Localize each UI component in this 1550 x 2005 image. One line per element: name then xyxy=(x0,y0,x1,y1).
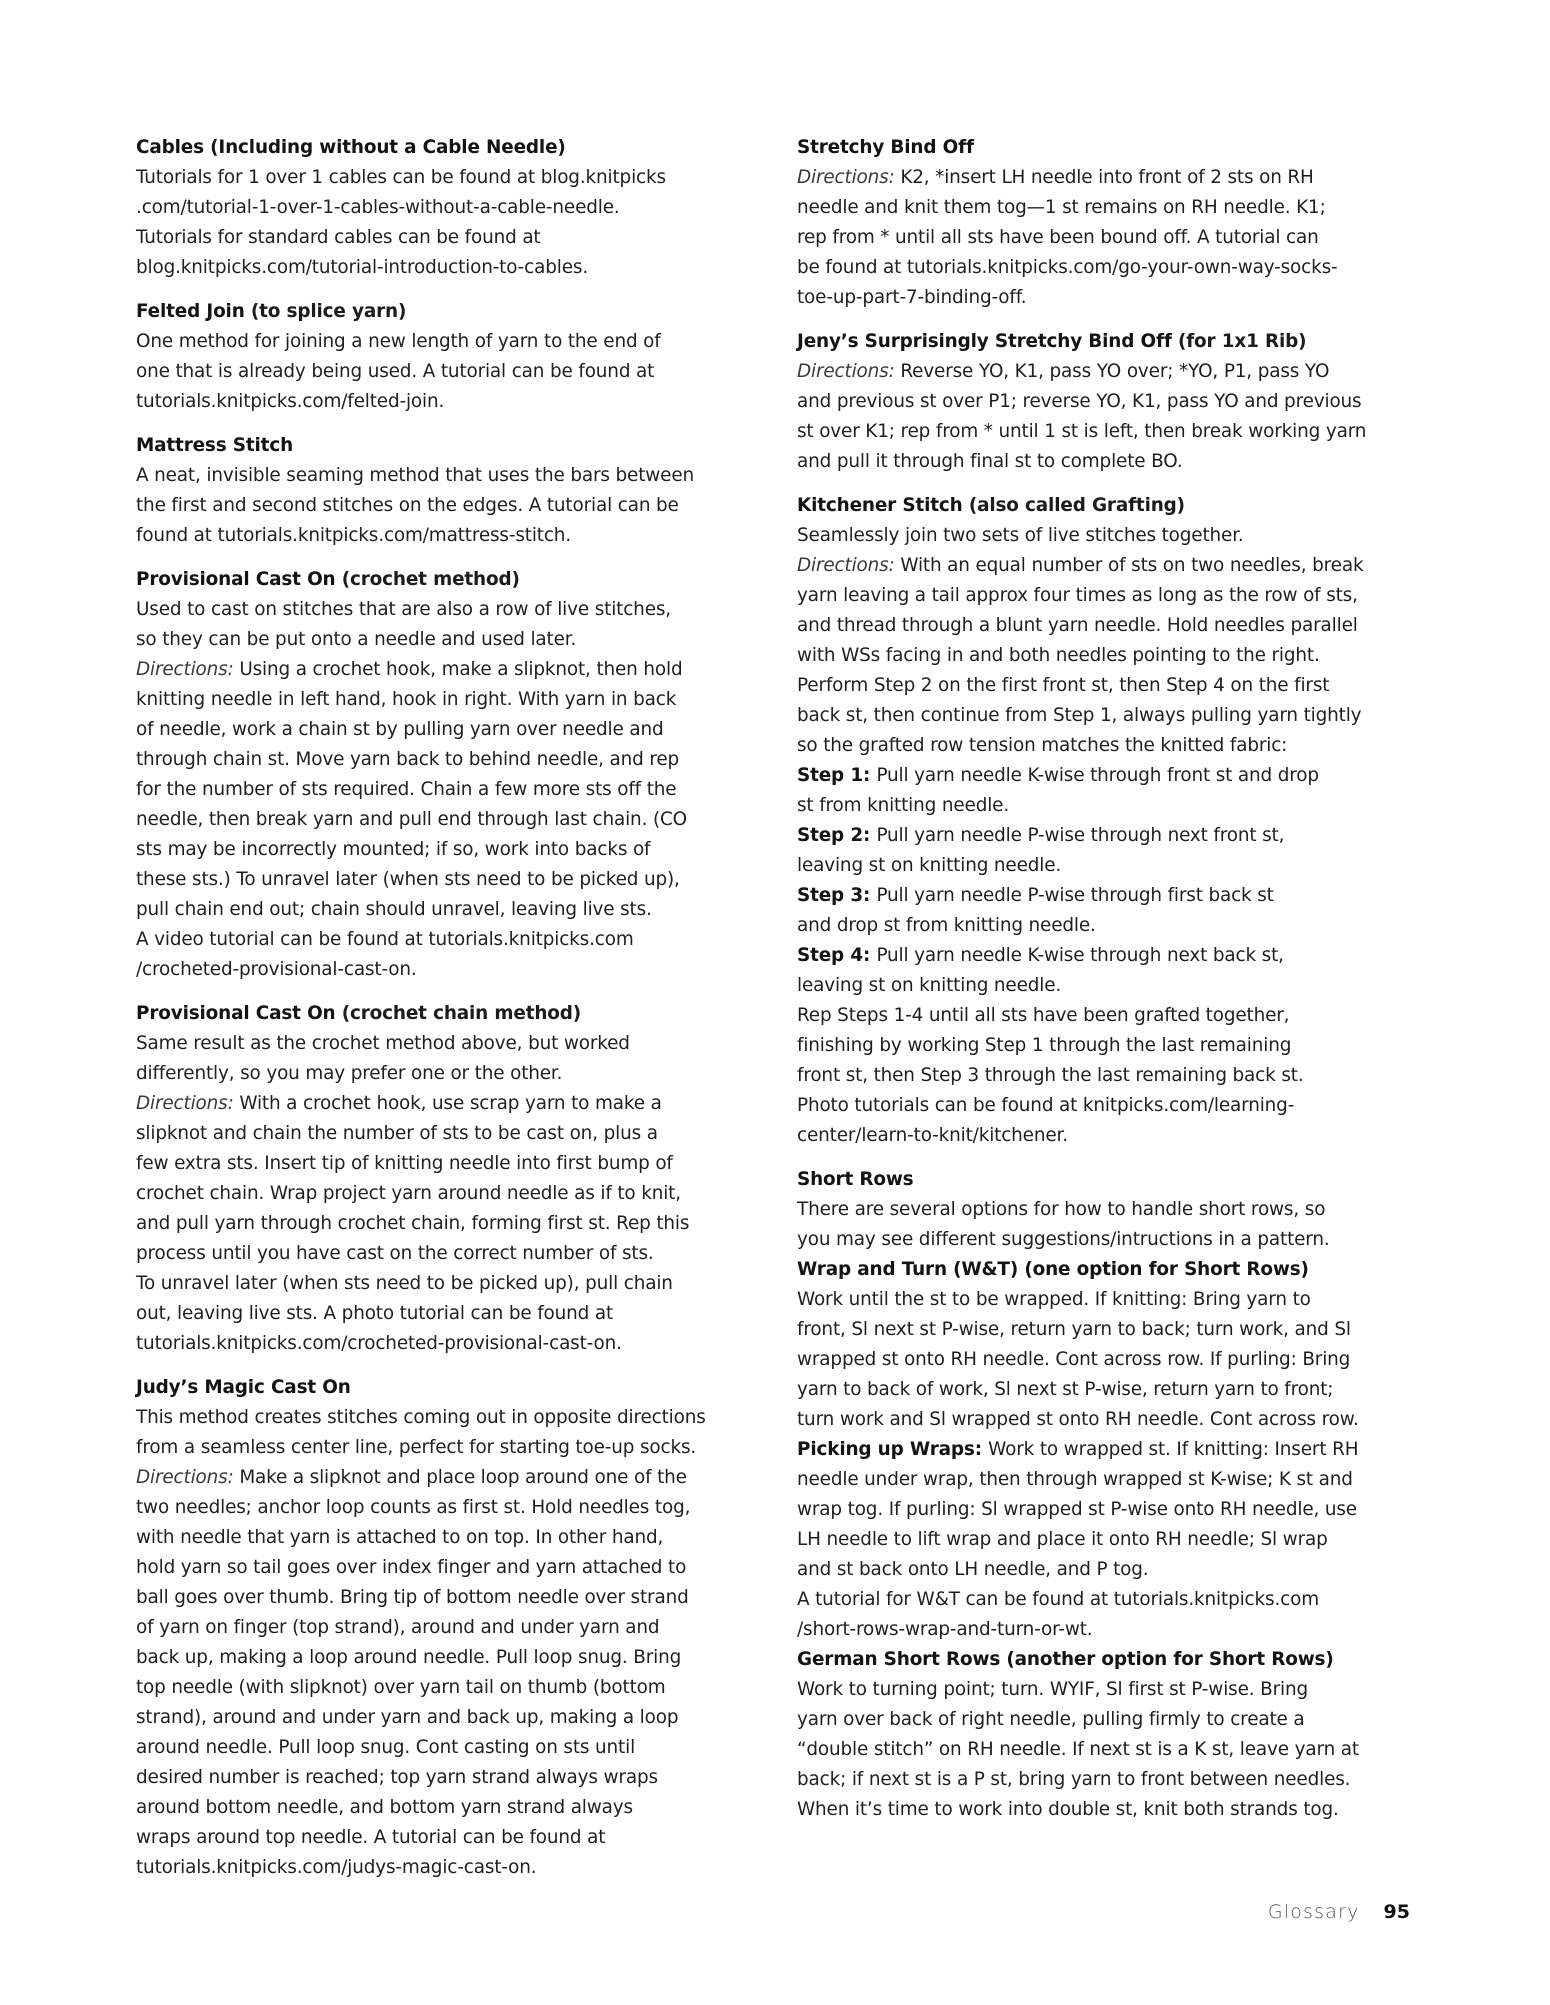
entry-text-line xyxy=(797,1795,1417,1825)
bold-term: Mattress Stitch xyxy=(136,435,294,456)
glossary-entry-judys-magic-cast-on xyxy=(136,1373,756,1883)
body-text: /short-rows-wrap-and-turn-or-wt. xyxy=(797,1619,1093,1640)
entry-text-line xyxy=(797,641,1417,671)
entry-text-line xyxy=(797,581,1417,611)
glossary-entry-mattress-stitch xyxy=(136,431,756,551)
glossary-entry-felted-join xyxy=(136,297,756,417)
entry-text-line xyxy=(797,357,1417,387)
entry-text-line xyxy=(136,461,756,491)
entry-text-line xyxy=(797,1031,1417,1061)
body-text: sts may be incorrectly mounted; if so, work into backs of xyxy=(136,839,651,860)
entry-text-line xyxy=(136,193,756,223)
page-number: 95 xyxy=(1383,1901,1410,1923)
entry-text-line xyxy=(797,731,1417,761)
entry-heading xyxy=(797,133,1417,163)
entry-text-line xyxy=(136,1059,756,1089)
entry-text-line xyxy=(136,1823,756,1853)
body-text: /crocheted-provisional-cast-on. xyxy=(136,959,417,980)
term-qualifier: (crochet chain method) xyxy=(341,1003,582,1024)
glossary-column-right xyxy=(797,133,1417,1839)
body-text: desired number is reached; top yarn strand always wraps xyxy=(136,1767,658,1788)
bold-term: Cables (Including without a Cable Needle) xyxy=(136,137,566,158)
entry-text-line xyxy=(136,1673,756,1703)
glossary-entry-jenys-bind-off xyxy=(797,327,1417,477)
body-text: With an equal number of sts on two needles, break xyxy=(900,555,1364,576)
bold-term: Step 1: xyxy=(797,765,877,786)
body-text: “double stitch” on RH needle. If next st is a K st, leave yarn at xyxy=(797,1739,1359,1760)
bold-term: Short Rows xyxy=(797,1169,914,1190)
entry-text-line xyxy=(136,1793,756,1823)
entry-text-line xyxy=(136,1269,756,1299)
entry-text-line xyxy=(797,193,1417,223)
body-text: around needle. Pull loop snug. Cont casting on sts until xyxy=(136,1737,636,1758)
body-text: and pull it through final st to complete BO. xyxy=(797,451,1183,472)
bold-term: Wrap and Turn (W&T) (one option for Short Rows) xyxy=(797,1259,1309,1280)
entry-text-line xyxy=(797,881,1417,911)
entry-text-line xyxy=(136,1523,756,1553)
entry-text-line xyxy=(797,1735,1417,1765)
body-text: the first and second stitches on the edges. A tutorial can be xyxy=(136,495,679,516)
entry-text-line xyxy=(797,971,1417,1001)
body-text: Same result as the crochet method above, but worked xyxy=(136,1033,630,1054)
body-text: center/learn-to-knit/kitchener. xyxy=(797,1125,1068,1146)
body-text: With a crochet hook, use scrap yarn to make a xyxy=(239,1093,662,1114)
entry-text-line xyxy=(136,327,756,357)
glossary-entry-short-rows xyxy=(797,1165,1417,1825)
entry-text-line xyxy=(797,1765,1417,1795)
entry-text-line xyxy=(797,1405,1417,1435)
body-text: and previous st over P1; reverse YO, K1, pass YO and previous xyxy=(797,391,1362,412)
entry-text-line xyxy=(797,1225,1417,1255)
body-text: To unravel later (when sts need to be picked up), pull chain xyxy=(136,1273,673,1294)
body-text: differently, so you may prefer one or the other. xyxy=(136,1063,563,1084)
body-text: crochet chain. Wrap project yarn around needle as if to knit, xyxy=(136,1183,681,1204)
body-text: with WSs facing in and both needles pointing to the right. xyxy=(797,645,1320,666)
entry-text-line xyxy=(136,1119,756,1149)
entry-text-line xyxy=(797,701,1417,731)
directions-label: Directions: xyxy=(797,361,901,382)
entry-text-line xyxy=(136,715,756,745)
entry-text-line xyxy=(797,1495,1417,1525)
entry-text-line xyxy=(136,1029,756,1059)
body-text: two needles; anchor loop counts as first st. Hold needles tog, xyxy=(136,1497,691,1518)
directions-label: Directions: xyxy=(136,1467,240,1488)
body-text: process until you have cast on the correct number of sts. xyxy=(136,1243,654,1264)
body-text: one that is already being used. A tutorial can be found at xyxy=(136,361,655,382)
entry-text-line xyxy=(136,1763,756,1793)
body-text: wraps around top needle. A tutorial can be found at xyxy=(136,1827,606,1848)
body-text: K2, *insert LH needle into front of 2 sts on RH xyxy=(900,167,1314,188)
body-text: blog.knitpicks.com/tutorial-introduction-to-cables. xyxy=(136,257,589,278)
entry-heading xyxy=(136,431,756,461)
body-text: tutorials.knitpicks.com/judys-magic-cast-on. xyxy=(136,1857,537,1878)
entry-text-line xyxy=(797,1465,1417,1495)
entry-text-line xyxy=(797,253,1417,283)
entry-text-line xyxy=(136,357,756,387)
body-text: front st, then Step 3 through the last remaining back st. xyxy=(797,1065,1304,1086)
body-text: Work until the st to be wrapped. If knitting: Bring yarn to xyxy=(797,1289,1311,1310)
body-text: hold yarn so tail goes over index finger and yarn attached to xyxy=(136,1557,687,1578)
entry-text-line xyxy=(797,851,1417,881)
body-text: tutorials.knitpicks.com/crocheted-provisional-cast-on. xyxy=(136,1333,622,1354)
entry-text-line xyxy=(797,283,1417,313)
entry-text-line xyxy=(136,1463,756,1493)
body-text: A tutorial for W&T can be found at tutorials.knitpicks.com xyxy=(797,1589,1319,1610)
footer-section-title: Glossary xyxy=(1267,1901,1360,1923)
term-qualifier: (crochet method) xyxy=(341,569,520,590)
bold-term: Step 3: xyxy=(797,885,877,906)
entry-text-line xyxy=(797,163,1417,193)
body-text: ball goes over thumb. Bring tip of bottom needle over strand xyxy=(136,1587,689,1608)
body-text: yarn to back of work, Sl next st P-wise, return yarn to front; xyxy=(797,1379,1334,1400)
directions-label: Directions: xyxy=(797,555,901,576)
body-text: and thread through a blunt yarn needle. Hold needles parallel xyxy=(797,615,1358,636)
entry-heading xyxy=(797,1165,1417,1195)
entry-text-line xyxy=(136,1403,756,1433)
entry-text-line xyxy=(136,223,756,253)
bold-term: Judy’s Magic Cast On xyxy=(136,1377,351,1398)
entry-text-line xyxy=(797,761,1417,791)
entry-text-line xyxy=(797,1705,1417,1735)
entry-text-line xyxy=(136,1493,756,1523)
body-text: out, leaving live sts. A photo tutorial can be found at xyxy=(136,1303,614,1324)
entry-text-line xyxy=(136,775,756,805)
entry-text-line xyxy=(797,1091,1417,1121)
entry-text-line xyxy=(797,387,1417,417)
term-qualifier: (to splice yarn) xyxy=(250,301,407,322)
entry-text-line xyxy=(797,1061,1417,1091)
body-text: through chain st. Move yarn back to behind needle, and rep xyxy=(136,749,680,770)
body-text: these sts.) To unravel later (when sts need to be picked up), xyxy=(136,869,680,890)
body-text: rep from * until all sts have been bound off. A tutorial can xyxy=(797,227,1319,248)
body-text: so the grafted row tension matches the knitted fabric: xyxy=(797,735,1288,756)
entry-text-line xyxy=(797,1001,1417,1031)
body-text: back st, then continue from Step 1, always pulling yarn tightly xyxy=(797,705,1362,726)
entry-text-line xyxy=(797,1375,1417,1405)
bold-term: Jeny’s Surprisingly Stretchy Bind Off xyxy=(797,331,1178,352)
entry-text-line xyxy=(797,1555,1417,1585)
body-text: Make a slipknot and place loop around one of the xyxy=(239,1467,687,1488)
body-text: This method creates stitches coming out in opposite directions xyxy=(136,1407,706,1428)
body-text: and pull yarn through crochet chain, forming first st. Rep this xyxy=(136,1213,690,1234)
entry-text-line xyxy=(136,1583,756,1613)
entry-text-line xyxy=(136,1703,756,1733)
entry-text-line xyxy=(136,1643,756,1673)
body-text: leaving st on knitting needle. xyxy=(797,975,1062,996)
entry-text-line xyxy=(136,1733,756,1763)
body-text: needle, then break yarn and pull end through last chain. (CO xyxy=(136,809,687,830)
body-text: Rep Steps 1-4 until all sts have been grafted together, xyxy=(797,1005,1290,1026)
body-text: turn work and Sl wrapped st onto RH needle. Cont across row. xyxy=(797,1409,1359,1430)
bold-term: Provisional Cast On xyxy=(136,1003,342,1024)
body-text: Pull yarn needle P-wise through next front st, xyxy=(876,825,1285,846)
body-text: .com/tutorial-1-over-1-cables-without-a-cable-needle. xyxy=(136,197,620,218)
entry-text-line xyxy=(136,655,756,685)
body-text: A neat, invisible seaming method that uses the bars between xyxy=(136,465,695,486)
body-text: knitting needle in left hand, hook in right. With yarn in back xyxy=(136,689,677,710)
term-qualifier: (for 1x1 Rib) xyxy=(1177,331,1307,352)
glossary-entry-cables xyxy=(136,133,756,283)
glossary-entry-kitchener-stitch xyxy=(797,491,1417,1151)
body-text: Work to turning point; turn. WYIF, Sl first st P-wise. Bring xyxy=(797,1679,1309,1700)
entry-text-line xyxy=(797,1585,1417,1615)
body-text: slipknot and chain the number of sts to be cast on, plus a xyxy=(136,1123,658,1144)
body-text: needle and knit them tog—1 st remains on RH needle. K1; xyxy=(797,197,1326,218)
entry-text-line xyxy=(136,1853,756,1883)
entry-text-line xyxy=(136,163,756,193)
entry-heading xyxy=(136,1373,756,1403)
entry-text-line xyxy=(136,865,756,895)
glossary-entry-provisional-cast-on-crochet xyxy=(136,565,756,985)
body-text: you may see different suggestions/intructions in a pattern. xyxy=(797,1229,1330,1250)
body-text: back up, making a loop around needle. Pull loop snug. Bring xyxy=(136,1647,682,1668)
bold-term: Step 4: xyxy=(797,945,877,966)
body-text: back; if next st is a P st, bring yarn to front between needles. xyxy=(797,1769,1351,1790)
entry-text-line xyxy=(797,1615,1417,1645)
term-qualifier: (also called Grafting) xyxy=(968,495,1185,516)
entry-text-line xyxy=(136,1149,756,1179)
body-text: of yarn on finger (top strand), around and under yarn and xyxy=(136,1617,660,1638)
entry-text-line xyxy=(797,1675,1417,1705)
body-text: toe-up-part-7-binding-off. xyxy=(797,287,1027,308)
glossary-entry-provisional-cast-on-chain xyxy=(136,999,756,1359)
directions-label: Directions: xyxy=(797,167,901,188)
body-text: wrap tog. If purling: Sl wrapped st P-wise onto RH needle, use xyxy=(797,1499,1357,1520)
body-text: LH needle to lift wrap and place it onto RH needle; Sl wrap xyxy=(797,1529,1328,1550)
entry-text-line xyxy=(797,911,1417,941)
entry-text-line xyxy=(136,805,756,835)
entry-text-line xyxy=(136,625,756,655)
entry-text-line xyxy=(797,1345,1417,1375)
body-text: yarn leaving a tail approx four times as long as the row of sts, xyxy=(797,585,1358,606)
entry-text-line xyxy=(136,253,756,283)
glossary-column-left xyxy=(136,133,756,1897)
body-text: leaving st on knitting needle. xyxy=(797,855,1062,876)
entry-text-line xyxy=(136,387,756,417)
body-text: finishing by working Step 1 through the last remaining xyxy=(797,1035,1292,1056)
body-text: front, Sl next st P-wise, return yarn to back; turn work, and Sl xyxy=(797,1319,1351,1340)
glossary-entry-stretchy-bind-off xyxy=(797,133,1417,313)
body-text: Using a crochet hook, make a slipknot, then hold xyxy=(239,659,683,680)
body-text: with needle that yarn is attached to on top. In other hand, xyxy=(136,1527,664,1548)
entry-text-line xyxy=(797,611,1417,641)
body-text: Pull yarn needle P-wise through first back st xyxy=(876,885,1274,906)
entry-text-line xyxy=(797,941,1417,971)
entry-text-line xyxy=(136,1179,756,1209)
body-text: wrapped st onto RH needle. Cont across row. If purling: Bring xyxy=(797,1349,1351,1370)
body-text: found at tutorials.knitpicks.com/mattress-stitch. xyxy=(136,525,572,546)
body-text: and st back onto LH needle, and P tog. xyxy=(797,1559,1149,1580)
body-text: needle under wrap, then through wrapped st K-wise; K st and xyxy=(797,1469,1353,1490)
body-text: One method for joining a new length of yarn to the end of xyxy=(136,331,661,352)
entry-text-line xyxy=(136,1299,756,1329)
bold-term: Felted Join xyxy=(136,301,251,322)
entry-text-line xyxy=(797,1121,1417,1151)
entry-heading xyxy=(797,327,1417,357)
body-text: Perform Step 2 on the first front st, then Step 4 on the first xyxy=(797,675,1330,696)
entry-text-line xyxy=(797,417,1417,447)
bold-term: Stretchy Bind Off xyxy=(797,137,974,158)
body-text: Reverse YO, K1, pass YO over; *YO, P1, pass YO xyxy=(900,361,1330,382)
entry-text-line xyxy=(136,745,756,775)
bold-term: German Short Rows (another option for Short Rows) xyxy=(797,1649,1334,1670)
bold-term: Picking up Wraps: xyxy=(797,1439,989,1460)
body-text: strand), around and under yarn and back up, making a loop xyxy=(136,1707,679,1728)
entry-text-line xyxy=(136,1239,756,1269)
body-text: A video tutorial can be found at tutorials.knitpicks.com xyxy=(136,929,634,950)
entry-heading xyxy=(136,133,756,163)
entry-heading xyxy=(136,999,756,1029)
entry-text-line xyxy=(136,1553,756,1583)
body-text: Tutorials for standard cables can be found at xyxy=(136,227,541,248)
entry-text-line xyxy=(797,791,1417,821)
bold-term: Step 2: xyxy=(797,825,877,846)
entry-text-line xyxy=(136,491,756,521)
body-text: Used to cast on stitches that are also a row of live stitches, xyxy=(136,599,671,620)
body-text: There are several options for how to handle short rows, so xyxy=(797,1199,1326,1220)
directions-label: Directions: xyxy=(136,1093,240,1114)
entry-text-line xyxy=(797,223,1417,253)
body-text: Pull yarn needle K-wise through next back st, xyxy=(876,945,1284,966)
body-text: be found at tutorials.knitpicks.com/go-your-own-way-socks- xyxy=(797,257,1338,278)
entry-text-line xyxy=(797,671,1417,701)
entry-text-line xyxy=(797,1435,1417,1465)
body-text: st from knitting needle. xyxy=(797,795,1010,816)
page-footer xyxy=(1200,1898,1410,1926)
bold-term: Provisional Cast On xyxy=(136,569,342,590)
body-text: Work to wrapped st. If knitting: Insert RH xyxy=(988,1439,1359,1460)
entry-text-line xyxy=(797,821,1417,851)
entry-text-line xyxy=(136,955,756,985)
entry-text-line xyxy=(136,925,756,955)
entry-text-line xyxy=(136,1433,756,1463)
entry-text-line xyxy=(797,1285,1417,1315)
entry-text-line xyxy=(136,1209,756,1239)
body-text: Seamlessly join two sets of live stitches together. xyxy=(797,525,1244,546)
entry-text-line xyxy=(136,835,756,865)
entry-text-line xyxy=(797,1645,1417,1675)
entry-text-line xyxy=(797,1315,1417,1345)
body-text: When it’s time to work into double st, knit both strands tog. xyxy=(797,1799,1339,1820)
entry-text-line xyxy=(136,521,756,551)
body-text: so they can be put onto a needle and used later. xyxy=(136,629,577,650)
entry-text-line xyxy=(136,1089,756,1119)
body-text: st over K1; rep from * until 1 st is left, then break working yarn xyxy=(797,421,1367,442)
entry-text-line xyxy=(797,551,1417,581)
entry-text-line xyxy=(797,1195,1417,1225)
entry-heading xyxy=(797,491,1417,521)
body-text: for the number of sts required. Chain a few more sts off the xyxy=(136,779,677,800)
body-text: Pull yarn needle K-wise through front st and drop xyxy=(876,765,1319,786)
body-text: and drop st from knitting needle. xyxy=(797,915,1096,936)
entry-text-line xyxy=(797,521,1417,551)
body-text: top needle (with slipknot) over yarn tail on thumb (bottom xyxy=(136,1677,666,1698)
body-text: of needle, work a chain st by pulling yarn over needle and xyxy=(136,719,664,740)
entry-text-line xyxy=(797,1255,1417,1285)
entry-text-line xyxy=(136,595,756,625)
body-text: pull chain end out; chain should unravel, leaving live sts. xyxy=(136,899,652,920)
body-text: tutorials.knitpicks.com/felted-join. xyxy=(136,391,445,412)
entry-text-line xyxy=(136,1613,756,1643)
entry-heading xyxy=(136,297,756,327)
directions-label: Directions: xyxy=(136,659,240,680)
entry-text-line xyxy=(797,447,1417,477)
body-text: few extra sts. Insert tip of knitting needle into first bump of xyxy=(136,1153,673,1174)
body-text: from a seamless center line, perfect for starting toe-up socks. xyxy=(136,1437,697,1458)
entry-text-line xyxy=(136,1329,756,1359)
body-text: Tutorials for 1 over 1 cables can be found at blog.knitpicks xyxy=(136,167,666,188)
bold-term: Kitchener Stitch xyxy=(797,495,969,516)
entry-text-line xyxy=(797,1525,1417,1555)
entry-text-line xyxy=(136,895,756,925)
body-text: around bottom needle, and bottom yarn strand always xyxy=(136,1797,633,1818)
body-text: yarn over back of right needle, pulling firmly to create a xyxy=(797,1709,1305,1730)
entry-text-line xyxy=(136,685,756,715)
entry-heading xyxy=(136,565,756,595)
body-text: Photo tutorials can be found at knitpicks.com/learning- xyxy=(797,1095,1295,1116)
